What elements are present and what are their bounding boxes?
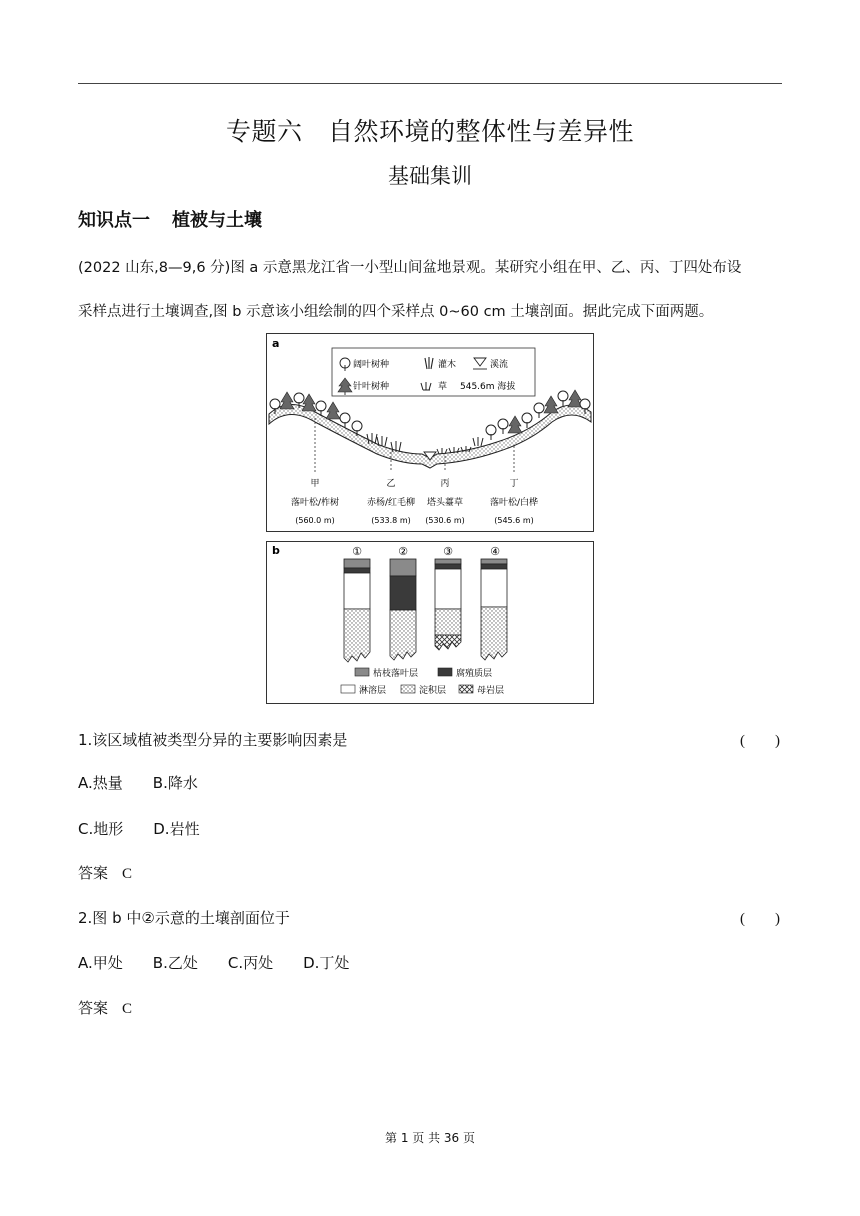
section-name: 植被与土壤 (172, 210, 262, 231)
profile-headers (352, 545, 500, 558)
parent-swatch (459, 685, 473, 693)
option-d[interactable]: D.岩性 (153, 820, 200, 838)
vegetation-left (270, 392, 401, 452)
answer-value: C (122, 866, 133, 882)
header-rule (78, 83, 782, 84)
question-2-answer-blank: ( ) (740, 911, 780, 927)
page-subtitle: 基础集训 (388, 164, 472, 188)
option-c[interactable]: C.丙处 (227, 954, 274, 972)
legend-shrub: 灌木 (438, 360, 457, 370)
answer-label: 答案 (78, 999, 109, 1017)
soil-profile-4 (481, 559, 507, 660)
intro-line-1: (2022 山东,8—9,6 分)图 a 示意黑龙江省一小型山间盆地景观。某研究小组在甲、乙、丙、丁四处布设 (78, 260, 742, 276)
legend-parent: 母岩层 (477, 686, 505, 696)
option-a[interactable]: A.热量 (78, 774, 123, 792)
profile-number: ② (398, 545, 408, 558)
question-2-answer (78, 997, 132, 1018)
site-elevation: (545.6 m) (494, 516, 534, 525)
question-1-options-row-2 (78, 818, 230, 839)
figure-b (266, 541, 594, 704)
legend-litter: 枯枝落叶层 (373, 669, 419, 679)
site-name: 丁 (509, 479, 519, 489)
legend-humus: 腐殖质层 (456, 669, 493, 679)
site-name: 甲 (310, 479, 320, 489)
option-c[interactable]: C.地形 (78, 820, 124, 838)
question-2-stem: 2.图 b 中②示意的土壤剖面位于 (78, 909, 290, 927)
question-1-stem: 1.该区域植被类型分异的主要影响因素是 (78, 731, 348, 749)
legend-conifer: 针叶树种 (353, 382, 390, 392)
figure-a (266, 333, 594, 532)
question-1-options-row-1 (78, 772, 228, 793)
option-b[interactable]: B.乙处 (152, 954, 198, 972)
soil-profile-3 (435, 559, 461, 650)
figure-b-legend (341, 667, 504, 696)
legend-eluvial: 淋溶层 (359, 686, 387, 696)
site-species: 落叶松/白桦 (489, 498, 539, 508)
soil-profile-1 (344, 559, 370, 662)
question-1-answer-blank: ( ) (740, 733, 780, 749)
litter-swatch (355, 668, 369, 676)
option-d[interactable]: D.丁处 (303, 954, 350, 972)
profile-number: ③ (443, 545, 453, 558)
site-species: 落叶松/柞树 (290, 498, 340, 508)
site-name: 丙 (440, 479, 450, 489)
legend-stream: 溪流 (490, 360, 509, 370)
page-title: 专题六 自然环境的整体性与差异性 (225, 117, 634, 146)
intro-line-2: 采样点进行土壤调查,图 b 示意该小组绘制的四个采样点 0~60 cm 土壤剖面。据此完成下面两题。 (78, 304, 714, 320)
eluvial-swatch (341, 685, 355, 693)
legend-broadleaf: 阔叶树种 (353, 360, 390, 370)
figure-a-legend (332, 348, 535, 396)
illuvial-swatch (401, 685, 415, 693)
answer-value: C (122, 1001, 133, 1017)
legend-grass: 草 (438, 382, 448, 392)
site-labels (291, 478, 538, 525)
site-name: 乙 (386, 479, 396, 489)
figure-b-label: b (272, 544, 280, 557)
section-number: 知识点一 (78, 210, 150, 231)
option-b[interactable]: B.降水 (152, 774, 198, 792)
page-footer: 第 1 页 共 36 页 (385, 1131, 475, 1145)
section-heading (78, 206, 262, 232)
profile-number: ① (352, 545, 362, 558)
humus-swatch (438, 668, 452, 676)
soil-profile-2 (390, 559, 416, 660)
figure-a-label: a (272, 337, 280, 350)
site-elevation: (533.8 m) (371, 516, 411, 525)
question-1-answer (78, 862, 132, 883)
legend-elevation: 545.6m 海拔 (460, 382, 516, 392)
option-a[interactable]: A.甲处 (78, 954, 123, 972)
question-2-options (78, 952, 379, 973)
answer-label: 答案 (78, 864, 109, 882)
site-elevation: (530.6 m) (425, 516, 465, 525)
site-species: 塔头薹草 (426, 498, 464, 508)
figure-a-graphic (267, 334, 593, 531)
legend-illuvial: 淀积层 (419, 686, 447, 696)
site-elevation: (560.0 m) (295, 516, 335, 525)
profile-number: ④ (490, 545, 500, 558)
site-species: 赤杨/红毛柳 (366, 498, 416, 508)
figure-b-graphic (267, 542, 593, 703)
